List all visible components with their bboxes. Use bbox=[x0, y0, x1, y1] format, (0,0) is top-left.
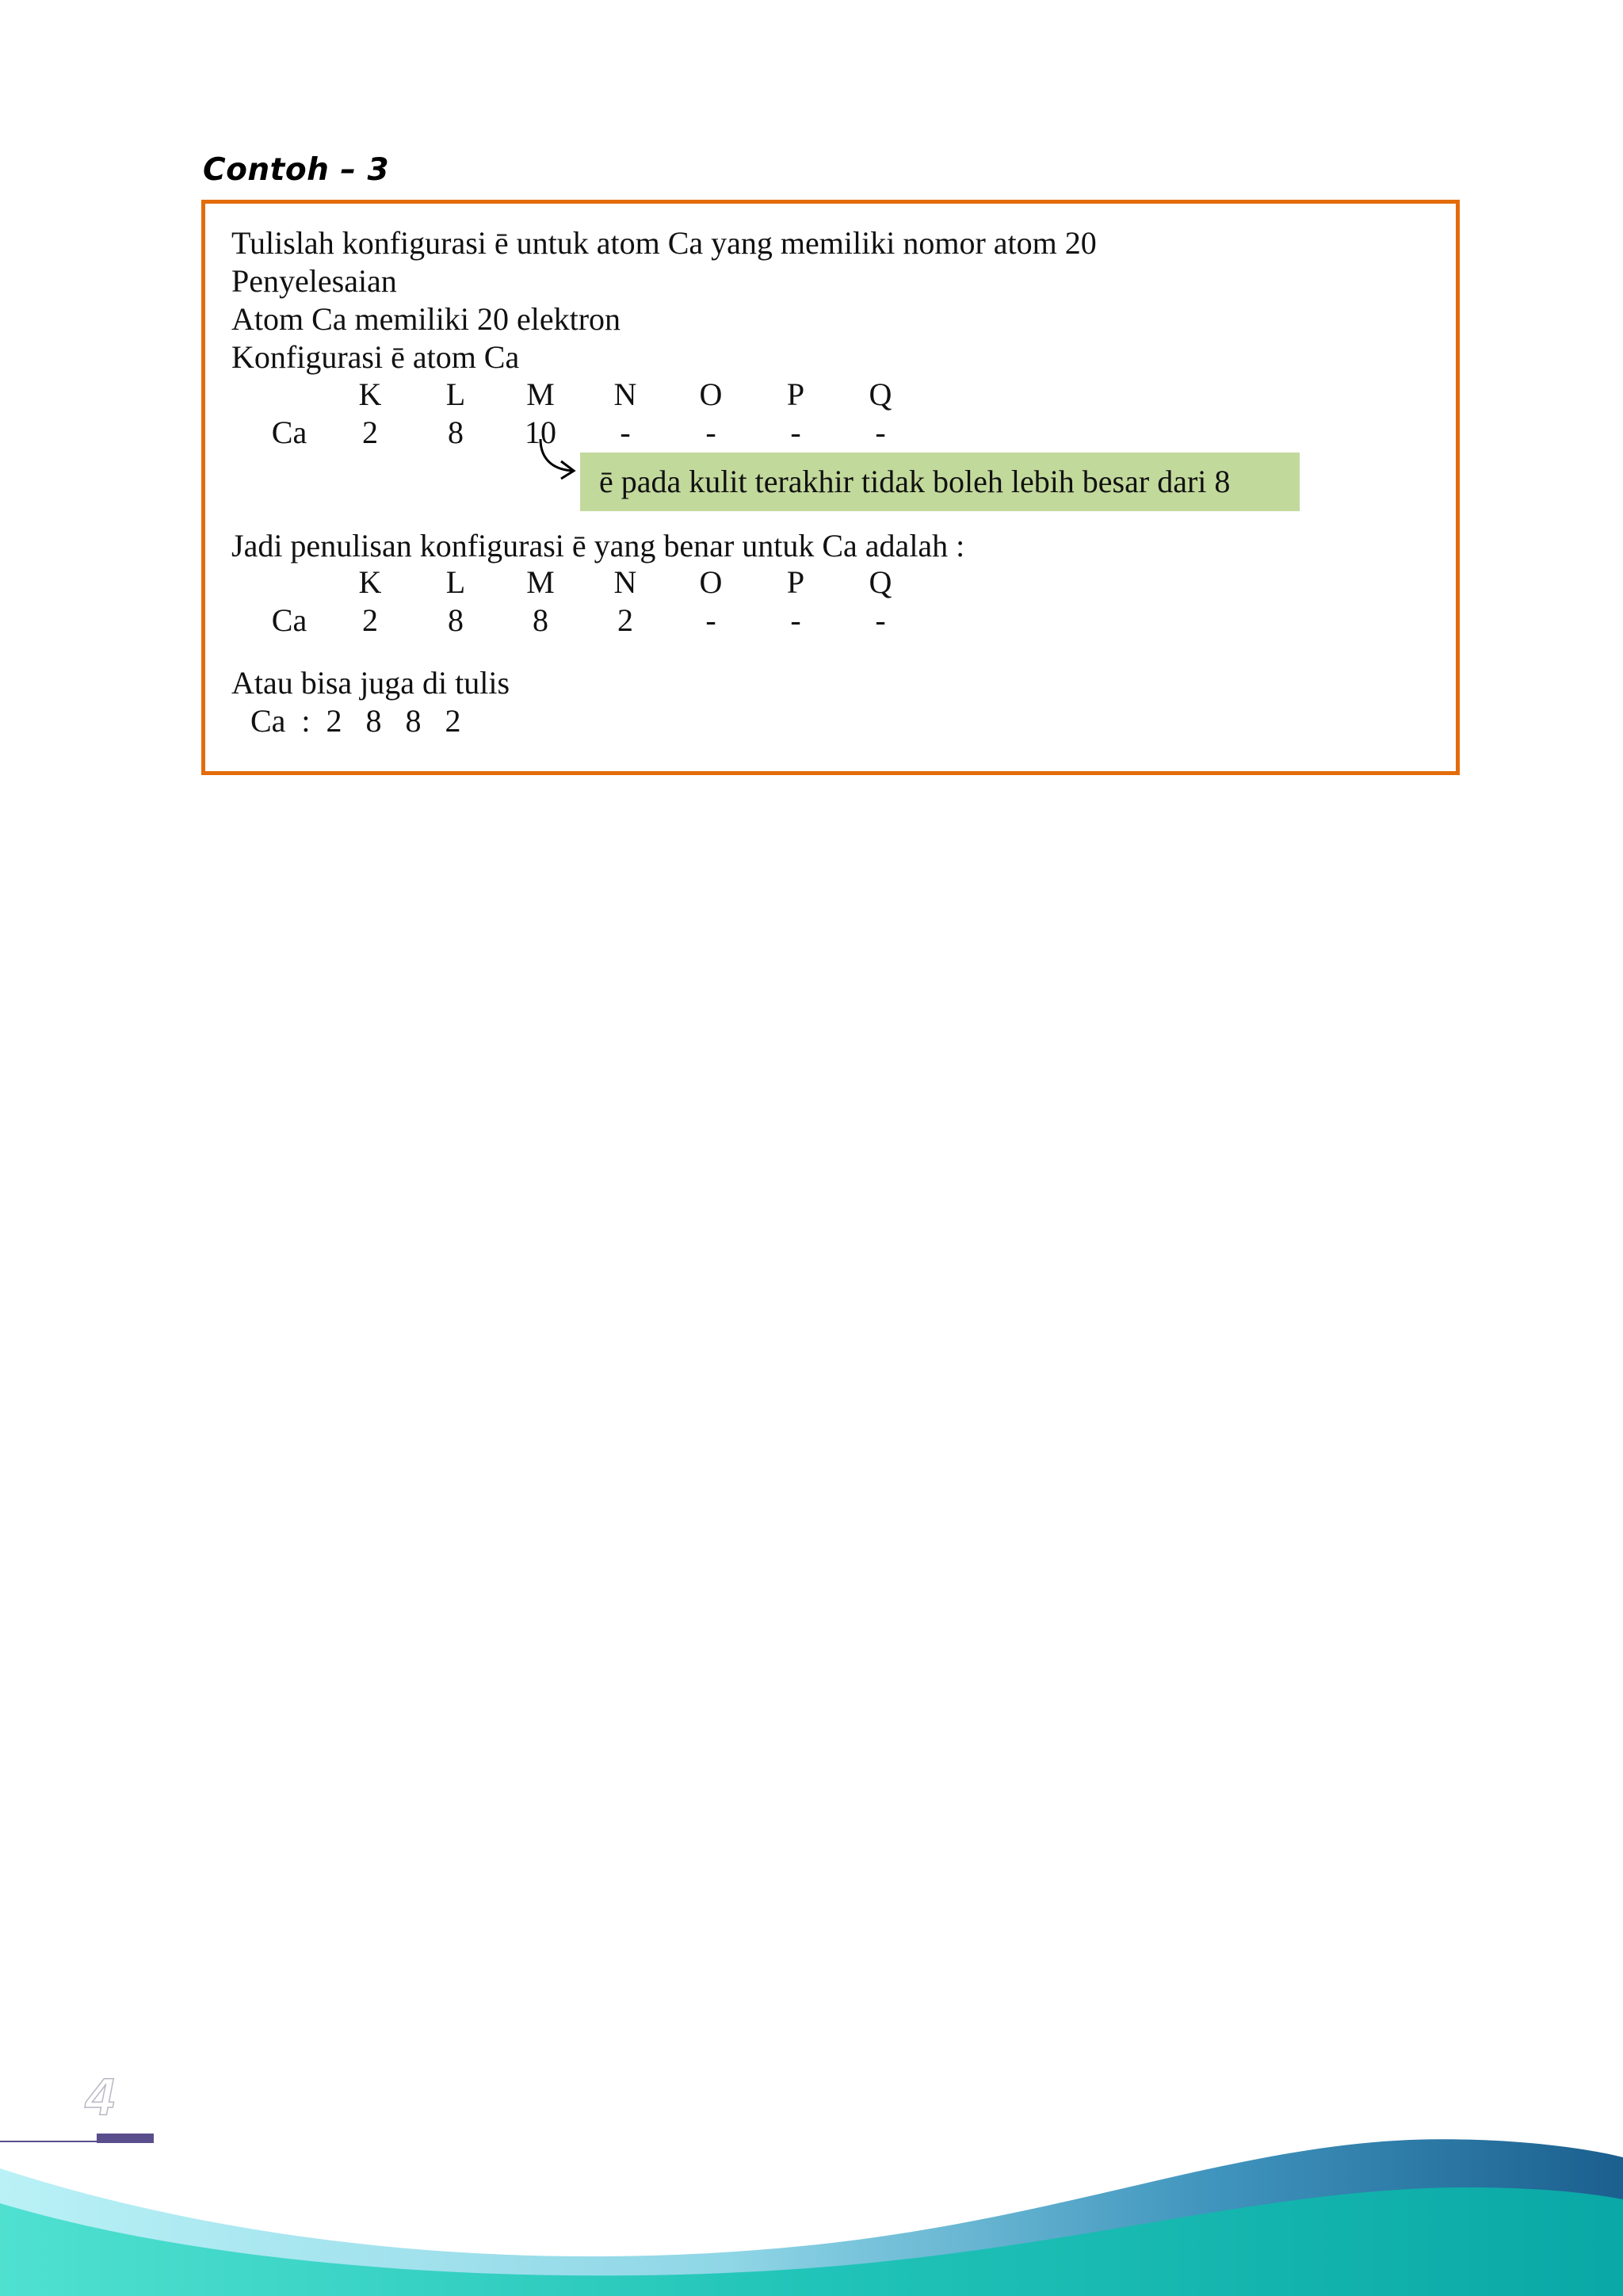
shell-value: 2 bbox=[362, 602, 378, 638]
footer-wave bbox=[0, 2092, 1623, 2296]
shell-header: K bbox=[358, 564, 382, 600]
shell-header: P bbox=[786, 564, 805, 600]
shell-value: - bbox=[790, 415, 801, 450]
shell-header: N bbox=[613, 564, 637, 600]
shell-value: 10 bbox=[525, 415, 556, 450]
shell-value: - bbox=[790, 602, 801, 638]
shell-value: - bbox=[705, 415, 716, 450]
configuration-label: Konfigurasi ē atom Ca bbox=[231, 339, 520, 375]
shell-value: 2 bbox=[362, 415, 378, 450]
shell-header: P bbox=[786, 376, 805, 412]
shell-value: - bbox=[705, 602, 716, 638]
shell-header: M bbox=[526, 376, 555, 412]
correct-configuration-label: Jadi penulisan konfigurasi ē yang benar untuk Ca adalah : bbox=[231, 528, 965, 563]
shell-value: 8 bbox=[448, 602, 464, 638]
shell-header: L bbox=[445, 564, 466, 600]
electron-count-text: Atom Ca memiliki 20 elektron bbox=[231, 301, 621, 337]
shell-header: O bbox=[699, 564, 723, 600]
shell-header: O bbox=[699, 376, 723, 412]
element-symbol: Ca bbox=[271, 602, 307, 638]
shell-header: Q bbox=[869, 564, 892, 600]
shell-value: - bbox=[620, 415, 631, 450]
shell-value: - bbox=[875, 415, 886, 450]
shell-header: Q bbox=[869, 376, 892, 412]
shell-header: K bbox=[358, 376, 382, 412]
shell-value: 8 bbox=[448, 415, 464, 450]
curved-arrow-icon bbox=[531, 434, 586, 490]
shell-header: N bbox=[613, 376, 637, 412]
solution-label: Penyelesaian bbox=[231, 263, 397, 299]
shell-value: 2 bbox=[617, 602, 633, 638]
question-text: Tulislah konfigurasi ē untuk atom Ca yang memiliki nomor atom 20 bbox=[231, 225, 1097, 261]
shell-value: 8 bbox=[533, 602, 548, 638]
alternative-configuration: Ca : 2 8 8 2 bbox=[250, 703, 461, 739]
page-number-text: 4 bbox=[86, 2069, 115, 2124]
shell-header: L bbox=[445, 376, 466, 412]
alternative-label: Atau bisa juga di tulis bbox=[231, 665, 510, 701]
shell-value: - bbox=[875, 602, 886, 638]
element-symbol: Ca bbox=[271, 415, 307, 450]
example-heading: Contoh – 3 bbox=[203, 152, 390, 188]
shell-header: M bbox=[526, 564, 555, 600]
note-callout: ē pada kulit terakhir tidak boleh lebih besar dari 8 bbox=[580, 453, 1300, 511]
